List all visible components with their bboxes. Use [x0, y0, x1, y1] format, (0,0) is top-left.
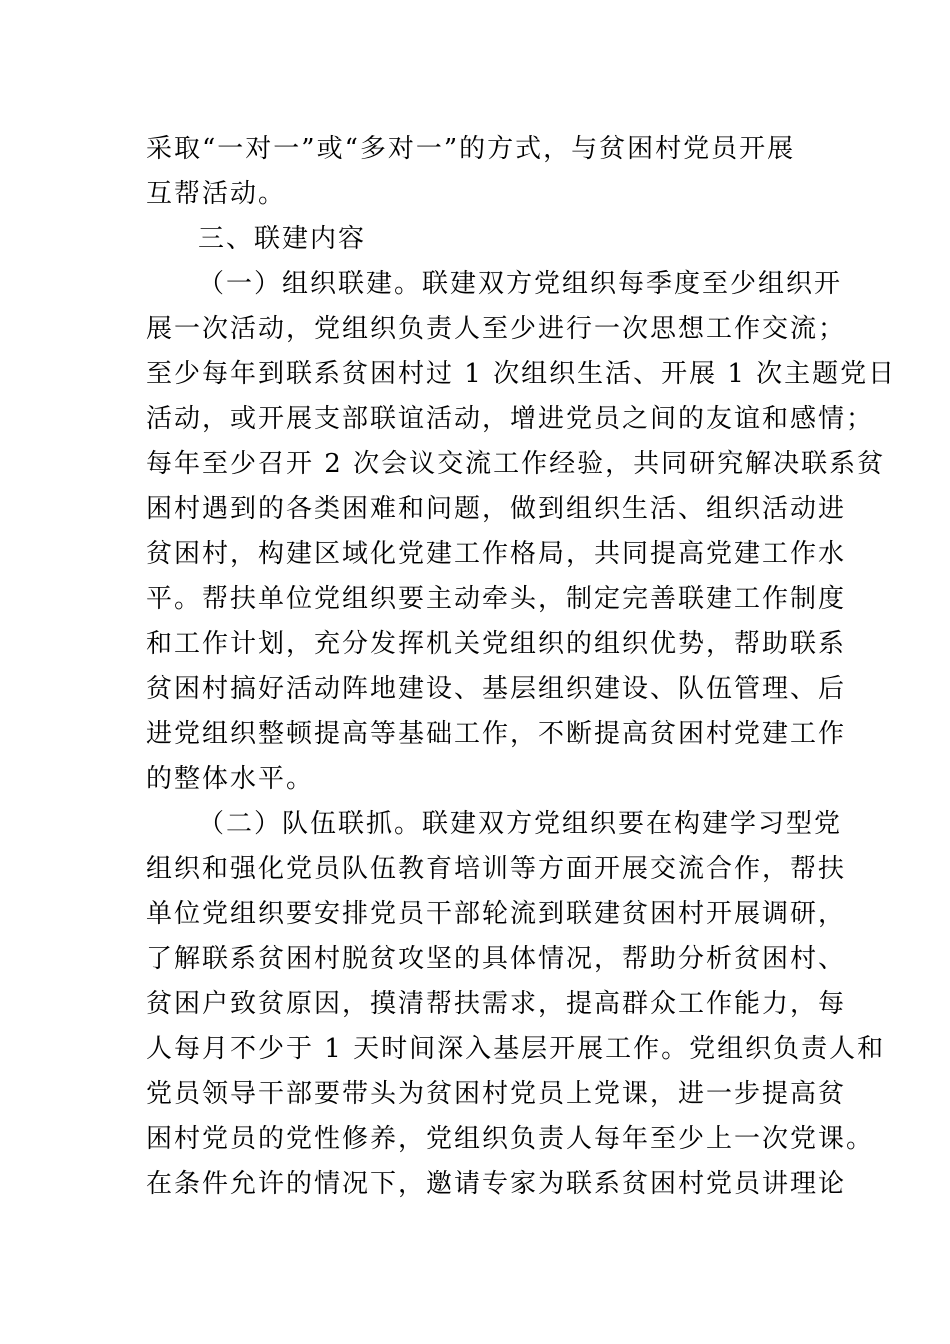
paragraph-line: 的整体水平。 — [146, 764, 315, 794]
paragraph-line: 进党组织整顿提高等基础工作，不断提高贫困村党建工作 — [146, 719, 847, 749]
paragraph-line: 贫困户致贫原因，摸清帮扶需求，提高群众工作能力，每 — [146, 989, 847, 1019]
paragraph-line: 活动，或开展支部联谊活动，增进党员之间的友谊和感情； — [146, 404, 875, 434]
paragraph-line: 人每月不少于 1 天时间深入基层开展工作。党组织负责人和 — [146, 1034, 886, 1064]
paragraph-line: 困村党员的党性修养，党组织负责人每年至少上一次党课。 — [146, 1124, 875, 1154]
paragraph-line: （二）队伍联抓。联建双方党组织要在构建学习型党 — [198, 809, 843, 839]
paragraph-line: 了解联系贫困村脱贫攻坚的具体情况，帮助分析贫困村、 — [146, 944, 847, 974]
paragraph-line: 至少每年到联系贫困村过 1 次组织生活、开展 1 次主题党日 — [146, 359, 897, 389]
paragraph-line: 平。帮扶单位党组织要主动牵头，制定完善联建工作制度 — [146, 584, 847, 614]
paragraph-line: 贫困村，构建区域化党建工作格局，共同提高党建工作水 — [146, 539, 847, 569]
paragraph-line: 和工作计划，充分发挥机关党组织的组织优势，帮助联系 — [146, 629, 847, 659]
paragraph-line: 互帮活动。 — [146, 179, 287, 209]
paragraph-line: （一）组织联建。联建双方党组织每季度至少组织开 — [198, 269, 843, 299]
section-heading: 三、联建内容 — [198, 224, 367, 254]
paragraph-line: 在条件允许的情况下，邀请专家为联系贫困村党员讲理论 — [146, 1169, 847, 1199]
paragraph-line: 贫困村搞好活动阵地建设、基层组织建设、队伍管理、后 — [146, 674, 847, 704]
paragraph-line: 困村遇到的各类困难和问题，做到组织生活、组织活动进 — [146, 494, 847, 524]
paragraph-line: 每年至少召开 2 次会议交流工作经验，共同研究解决联系贫 — [146, 449, 886, 479]
paragraph-line: 采取“一对一”或“多对一”的方式，与贫困村党员开展 — [146, 134, 796, 164]
paragraph-line: 展一次活动，党组织负责人至少进行一次思想工作交流； — [146, 314, 847, 344]
paragraph-line: 组织和强化党员队伍教育培训等方面开展交流合作，帮扶 — [146, 854, 847, 884]
paragraph-line: 党员领导干部要带头为贫困村党员上党课，进一步提高贫 — [146, 1079, 847, 1109]
paragraph-line: 单位党组织要安排党员干部轮流到联建贫困村开展调研， — [146, 899, 847, 929]
